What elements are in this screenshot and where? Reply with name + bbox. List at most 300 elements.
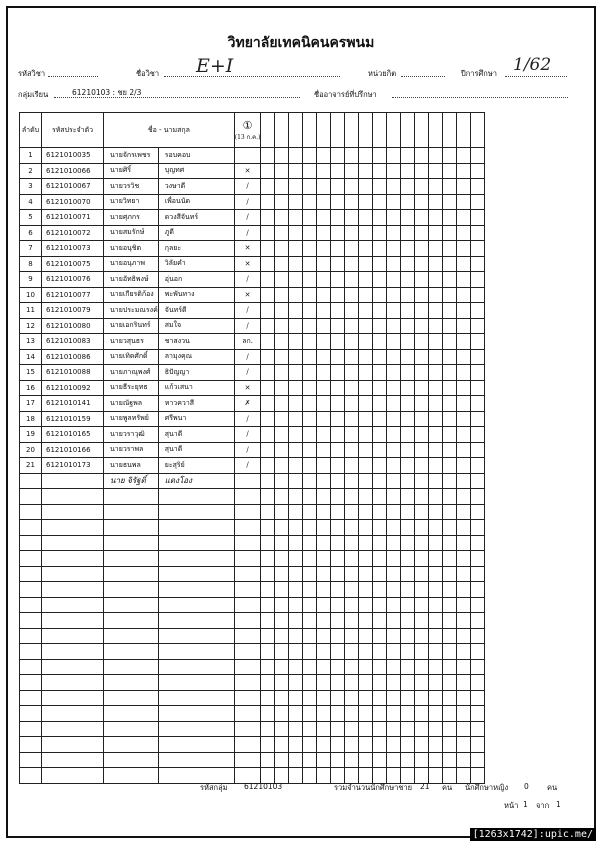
session-cell <box>275 737 289 753</box>
session-cell <box>401 628 415 644</box>
student-first-name: นายอัทธิพงษ์ <box>104 272 159 288</box>
session-cell <box>457 768 471 784</box>
student-last-name: แก้วเสนา <box>158 380 234 396</box>
session-cell <box>261 179 275 195</box>
session-cell <box>275 349 289 365</box>
session-cell <box>373 272 387 288</box>
student-first-name: นายประมณรงค์ <box>104 303 159 319</box>
session-cell <box>429 690 443 706</box>
session-cell <box>387 768 401 784</box>
row-number-empty <box>20 597 42 613</box>
session-cell <box>429 628 443 644</box>
session-cell <box>443 690 457 706</box>
attendance-mark: / <box>234 210 261 226</box>
session-cell <box>401 706 415 722</box>
student-last-name: สมใจ <box>158 318 234 334</box>
attendance-mark-empty <box>234 613 261 629</box>
session-cell <box>331 582 345 598</box>
attendance-mark: / <box>234 442 261 458</box>
row-number: 18 <box>20 411 42 427</box>
session-cell <box>275 442 289 458</box>
session-cell <box>331 225 345 241</box>
session-cell <box>303 163 317 179</box>
student-last-name-empty <box>158 768 234 784</box>
session-cell <box>275 520 289 536</box>
session-cell <box>289 210 303 226</box>
session-cell <box>387 287 401 303</box>
session-cell <box>331 473 345 489</box>
session-cell <box>345 334 359 350</box>
session-cell <box>331 504 345 520</box>
student-id: 6121010141 <box>42 396 104 412</box>
row-number-empty <box>20 613 42 629</box>
table-row <box>20 582 485 598</box>
session-cell <box>261 210 275 226</box>
session-cell <box>415 380 429 396</box>
session-cell <box>359 442 373 458</box>
session-cell <box>471 411 485 427</box>
table-row <box>20 551 485 567</box>
session-cell <box>443 613 457 629</box>
session-cell <box>289 287 303 303</box>
table-row <box>20 148 485 164</box>
header-session-blank <box>359 113 373 148</box>
session-cell <box>261 675 275 691</box>
session-cell <box>275 163 289 179</box>
session-cell <box>289 675 303 691</box>
session-cell <box>415 256 429 272</box>
attendance-mark: ลก. <box>234 334 261 350</box>
session-cell <box>345 380 359 396</box>
session-cell <box>429 148 443 164</box>
session-cell <box>275 582 289 598</box>
session-cell <box>415 597 429 613</box>
session-cell <box>415 287 429 303</box>
table-row <box>20 690 485 706</box>
session-cell <box>387 520 401 536</box>
row-number: 9 <box>20 272 42 288</box>
session-cell <box>303 210 317 226</box>
session-cell <box>443 442 457 458</box>
table-row <box>20 644 485 660</box>
session-cell <box>289 365 303 381</box>
session-cell <box>289 427 303 443</box>
session-cell <box>303 334 317 350</box>
header-session-blank <box>317 113 331 148</box>
table-row <box>20 675 485 691</box>
row-number-empty <box>20 752 42 768</box>
session-cell <box>289 659 303 675</box>
session-cell <box>429 675 443 691</box>
session-cell <box>387 210 401 226</box>
attendance-mark: / <box>234 318 261 334</box>
session-cell <box>331 194 345 210</box>
session-cell <box>443 380 457 396</box>
session-cell <box>401 179 415 195</box>
session-cell <box>429 489 443 505</box>
student-first-name: นายศุภกร <box>104 210 159 226</box>
header-session-blank <box>415 113 429 148</box>
session-cell <box>387 241 401 257</box>
session-cell <box>359 768 373 784</box>
session-cell <box>471 520 485 536</box>
attendance-mark: / <box>234 427 261 443</box>
row-number: 16 <box>20 380 42 396</box>
student-first-name-empty <box>104 520 159 536</box>
session-cell <box>443 644 457 660</box>
student-id: 6121010035 <box>42 148 104 164</box>
session-cell <box>373 520 387 536</box>
session-cell <box>373 380 387 396</box>
session-cell <box>457 256 471 272</box>
footer-unit-1: คน <box>442 783 453 792</box>
session-cell <box>303 566 317 582</box>
row-number: 1 <box>20 148 42 164</box>
session-cell <box>401 396 415 412</box>
session-cell <box>429 566 443 582</box>
student-last-name: บุญทศ <box>158 163 234 179</box>
session-cell <box>471 256 485 272</box>
table-row <box>20 411 485 427</box>
session-cell <box>261 706 275 722</box>
session-cell <box>261 473 275 489</box>
session-cell <box>443 179 457 195</box>
session-cell <box>457 582 471 598</box>
session-cell <box>345 737 359 753</box>
session-cell <box>317 706 331 722</box>
student-last-name-empty <box>158 721 234 737</box>
student-last-name: วิลัยคำ <box>158 256 234 272</box>
session-cell <box>415 473 429 489</box>
session-cell <box>457 148 471 164</box>
attendance-mark: / <box>234 179 261 195</box>
session-cell <box>443 163 457 179</box>
student-first-name-empty <box>104 489 159 505</box>
session-cell <box>457 520 471 536</box>
session-cell <box>303 489 317 505</box>
session-cell <box>275 659 289 675</box>
session-cell <box>317 597 331 613</box>
student-first-name: นายจักรเพชร <box>104 148 159 164</box>
session-cell <box>415 613 429 629</box>
session-cell <box>317 427 331 443</box>
session-cell <box>443 768 457 784</box>
session-cell <box>429 706 443 722</box>
row-number: 20 <box>20 442 42 458</box>
session-cell <box>289 613 303 629</box>
session-cell <box>261 318 275 334</box>
session-cell <box>331 721 345 737</box>
attendance-mark-empty <box>234 721 261 737</box>
session-cell <box>275 628 289 644</box>
row-number-empty <box>20 659 42 675</box>
attendance-mark: ✕ <box>234 241 261 257</box>
session-cell <box>471 272 485 288</box>
student-id-empty <box>42 520 104 536</box>
session-cell <box>415 303 429 319</box>
session-cell <box>261 644 275 660</box>
row-number: 13 <box>20 334 42 350</box>
session-cell <box>359 582 373 598</box>
student-id-empty <box>42 473 104 489</box>
student-last-name: ศรีพนา <box>158 411 234 427</box>
student-first-name-empty <box>104 768 159 784</box>
session-cell <box>401 442 415 458</box>
attendance-mark-empty <box>234 597 261 613</box>
session-cell <box>359 256 373 272</box>
session-cell <box>457 334 471 350</box>
session-cell <box>345 287 359 303</box>
session-cell <box>457 597 471 613</box>
session-cell <box>387 349 401 365</box>
session-cell <box>317 566 331 582</box>
session-cell <box>415 163 429 179</box>
session-cell <box>261 163 275 179</box>
session-cell <box>401 504 415 520</box>
session-cell <box>415 334 429 350</box>
session-cell <box>415 442 429 458</box>
session-cell <box>289 644 303 660</box>
student-id-empty <box>42 752 104 768</box>
session-cell <box>429 396 443 412</box>
session-cell <box>415 272 429 288</box>
session-cell <box>401 349 415 365</box>
table-row <box>20 380 485 396</box>
attendance-mark: / <box>234 349 261 365</box>
session-cell <box>331 706 345 722</box>
session-cell <box>471 225 485 241</box>
session-cell <box>331 442 345 458</box>
session-cell <box>359 272 373 288</box>
attendance-mark-empty <box>234 690 261 706</box>
session-cell <box>415 427 429 443</box>
session-cell <box>317 721 331 737</box>
session-cell <box>261 272 275 288</box>
session-cell <box>317 690 331 706</box>
student-id: 6121010066 <box>42 163 104 179</box>
table-row <box>20 256 485 272</box>
session-cell <box>275 706 289 722</box>
student-id: 6121010079 <box>42 303 104 319</box>
attendance-mark-empty <box>234 737 261 753</box>
session-cell <box>429 427 443 443</box>
student-last-name-empty <box>158 706 234 722</box>
session-cell <box>345 473 359 489</box>
student-last-name-empty <box>158 582 234 598</box>
attendance-mark <box>234 148 261 164</box>
session-cell <box>457 504 471 520</box>
row-number: 4 <box>20 194 42 210</box>
student-id-empty <box>42 504 104 520</box>
session-cell <box>457 411 471 427</box>
session-cell <box>261 194 275 210</box>
attendance-mark-empty <box>234 644 261 660</box>
session-cell <box>373 365 387 381</box>
session-cell <box>261 752 275 768</box>
header-session-blank <box>387 113 401 148</box>
row-number-empty <box>20 473 42 489</box>
session-cell <box>261 628 275 644</box>
session-cell <box>289 442 303 458</box>
session-cell <box>261 551 275 567</box>
session-cell <box>471 396 485 412</box>
session-cell <box>401 194 415 210</box>
table-row <box>20 163 485 179</box>
student-last-name: เพื่อนนัด <box>158 194 234 210</box>
session-cell <box>429 411 443 427</box>
session-cell <box>331 597 345 613</box>
session-cell <box>457 380 471 396</box>
session-cell <box>331 303 345 319</box>
student-first-name-empty <box>104 752 159 768</box>
row-number-empty <box>20 721 42 737</box>
session-cell <box>457 489 471 505</box>
session-cell <box>387 411 401 427</box>
session-cell <box>331 628 345 644</box>
session-cell <box>373 504 387 520</box>
session-cell <box>415 318 429 334</box>
session-cell <box>387 721 401 737</box>
attendance-mark: ✕ <box>234 256 261 272</box>
student-id-empty <box>42 721 104 737</box>
session-cell <box>443 473 457 489</box>
table-row <box>20 349 485 365</box>
session-cell <box>415 194 429 210</box>
row-number: 17 <box>20 396 42 412</box>
course-name-handwritten: E+I <box>196 55 234 77</box>
session-cell <box>401 737 415 753</box>
session-cell <box>359 690 373 706</box>
session-cell <box>387 597 401 613</box>
session-cell <box>373 148 387 164</box>
session-cell <box>303 597 317 613</box>
session-cell <box>331 768 345 784</box>
session-cell <box>387 582 401 598</box>
session-cell <box>275 396 289 412</box>
session-cell <box>275 566 289 582</box>
student-last-name: สุนาดี <box>158 442 234 458</box>
student-first-name: นายพูลทรัพย์ <box>104 411 159 427</box>
session-cell <box>275 210 289 226</box>
student-first-name-empty <box>104 582 159 598</box>
table-row <box>20 597 485 613</box>
header-session-blank <box>261 113 275 148</box>
student-last-name: วงษาดี <box>158 179 234 195</box>
session-cell <box>457 675 471 691</box>
student-last-name-empty <box>158 737 234 753</box>
student-last-name: ลามุงคุณ <box>158 349 234 365</box>
table-row <box>20 287 485 303</box>
student-first-name-empty <box>104 675 159 691</box>
session-cell <box>429 721 443 737</box>
session-cell <box>429 225 443 241</box>
session-cell <box>471 644 485 660</box>
session-cell <box>261 489 275 505</box>
session-cell <box>275 380 289 396</box>
student-id: 6121010166 <box>42 442 104 458</box>
student-last-name-empty <box>158 520 234 536</box>
student-id: 6121010083 <box>42 334 104 350</box>
session-cell <box>345 442 359 458</box>
session-cell <box>401 520 415 536</box>
session-cell <box>275 675 289 691</box>
session-cell <box>345 706 359 722</box>
table-row <box>20 318 485 334</box>
session-cell <box>359 427 373 443</box>
session-cell <box>471 163 485 179</box>
session-cell <box>443 535 457 551</box>
page-of-label: จาก <box>536 801 550 810</box>
session-cell <box>401 272 415 288</box>
session-cell <box>471 613 485 629</box>
session-cell <box>331 613 345 629</box>
session-cell <box>261 349 275 365</box>
course-name-line <box>164 76 340 77</box>
student-last-name: รอบคอบ <box>158 148 234 164</box>
student-id: 6121010075 <box>42 256 104 272</box>
session-cell <box>289 303 303 319</box>
session-cell <box>303 458 317 474</box>
session-cell <box>401 551 415 567</box>
session-cell <box>443 287 457 303</box>
session-cell <box>443 334 457 350</box>
student-id: 6121010077 <box>42 287 104 303</box>
advisor-line <box>392 97 568 98</box>
student-id-empty <box>42 582 104 598</box>
session-cell <box>387 334 401 350</box>
session-cell <box>317 272 331 288</box>
session-cell <box>457 349 471 365</box>
session-cell <box>471 334 485 350</box>
session-cell <box>373 721 387 737</box>
group-line <box>54 97 300 98</box>
table-row <box>20 659 485 675</box>
session-cell <box>471 458 485 474</box>
student-first-name: นายวราวุฒิ <box>104 427 159 443</box>
session-cell <box>373 473 387 489</box>
session-cell <box>331 318 345 334</box>
session-cell <box>387 365 401 381</box>
session-cell <box>345 504 359 520</box>
table-row <box>20 303 485 319</box>
student-first-name: นายศิริ์ <box>104 163 159 179</box>
student-first-name-empty <box>104 535 159 551</box>
session-cell <box>387 489 401 505</box>
table-row <box>20 489 485 505</box>
session-cell <box>373 613 387 629</box>
session-cell <box>457 628 471 644</box>
session-cell <box>275 272 289 288</box>
session-cell <box>471 365 485 381</box>
session-cell <box>471 194 485 210</box>
student-first-name: นายเกียรติก้อง <box>104 287 159 303</box>
session-cell <box>415 411 429 427</box>
session-cell <box>471 303 485 319</box>
student-first-name: นายวิทยา <box>104 194 159 210</box>
session-cell <box>373 179 387 195</box>
course-code-label: รหัสวิชา <box>18 69 46 78</box>
session-cell <box>443 737 457 753</box>
session-cell <box>471 597 485 613</box>
session-cell <box>401 303 415 319</box>
session-cell <box>289 566 303 582</box>
session-cell <box>457 721 471 737</box>
session-cell <box>429 365 443 381</box>
session-cell <box>331 256 345 272</box>
student-last-name-empty <box>158 504 234 520</box>
session-cell <box>443 566 457 582</box>
session-cell <box>373 597 387 613</box>
